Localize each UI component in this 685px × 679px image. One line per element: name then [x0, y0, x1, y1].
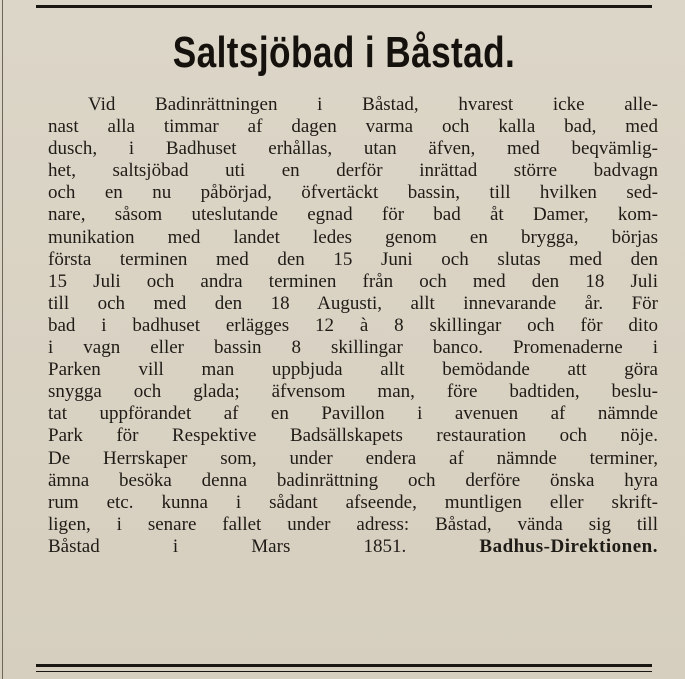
text-line: rum etc. kunna i sådant afseende, muntligen eller skrift-: [48, 491, 658, 513]
place-date: Båstad i Mars 1851.: [48, 535, 407, 557]
text-line: De Herrskaper som, under endera af nämnde terminer,: [48, 447, 658, 469]
text-line: nare, såsom uteslutande egnad för bad åt Damer, kom-: [48, 204, 658, 226]
text-line: ämna besöka denna badinrättning och derföre önska hyra: [48, 469, 658, 491]
text-line: het, saltsjöbad uti en derför inrättad större badvagn: [48, 160, 658, 182]
text-line: bad i badhuset erlägges 12 à 8 skillingar och för dito: [48, 314, 658, 336]
text-line: ligen, i senare fallet under adress: Båstad, vända sig till: [48, 513, 658, 535]
text-line: nast alla timmar af dagen varma och kalla bad, med: [48, 116, 658, 138]
text-line: och en nu påbörjad, öfvertäckt bassin, till hvilken sed-: [48, 182, 658, 204]
text-line: första terminen med den 15 Juni och slutas med den: [48, 248, 658, 270]
advertisement-body: [48, 94, 658, 558]
text-line: till och med den 18 Augusti, allt innevarande år. För: [48, 292, 658, 314]
bottom-rule-thin: [36, 671, 652, 672]
advertisement-title: Saltsjöbad i Båstad.: [172, 28, 516, 77]
text-line: tat uppförandet af en Pavillon i avenuen af nämnde: [48, 403, 658, 425]
left-edge-line: [2, 0, 3, 679]
bottom-rule: [36, 664, 652, 667]
text-line: Parken vill man uppbjuda allt bemödande att göra: [48, 359, 658, 381]
text-line: snygga och glada; äfvensom man, före badtiden, beslu-: [48, 381, 658, 403]
closing-line: [48, 536, 658, 558]
text-line: munikation med landet ledes genom en brygga, börjas: [48, 226, 658, 248]
signature: Badhus-Direktionen.: [479, 535, 658, 557]
text-line: Vid Badinrättningen i Båstad, hvarest icke alle-: [88, 94, 658, 115]
top-rule: [36, 5, 652, 8]
text-line: 15 Juli och andra terminen från och med den 18 Juli: [48, 270, 658, 292]
text-line: i vagn eller bassin 8 skillingar banco. Promenaderne i: [48, 337, 658, 359]
text-line: Park för Respektive Badsällskapets restauration och nöje.: [48, 425, 658, 447]
text-line: dusch, i Badhuset erhållas, utan äfven, med beqvämlig-: [48, 138, 658, 160]
